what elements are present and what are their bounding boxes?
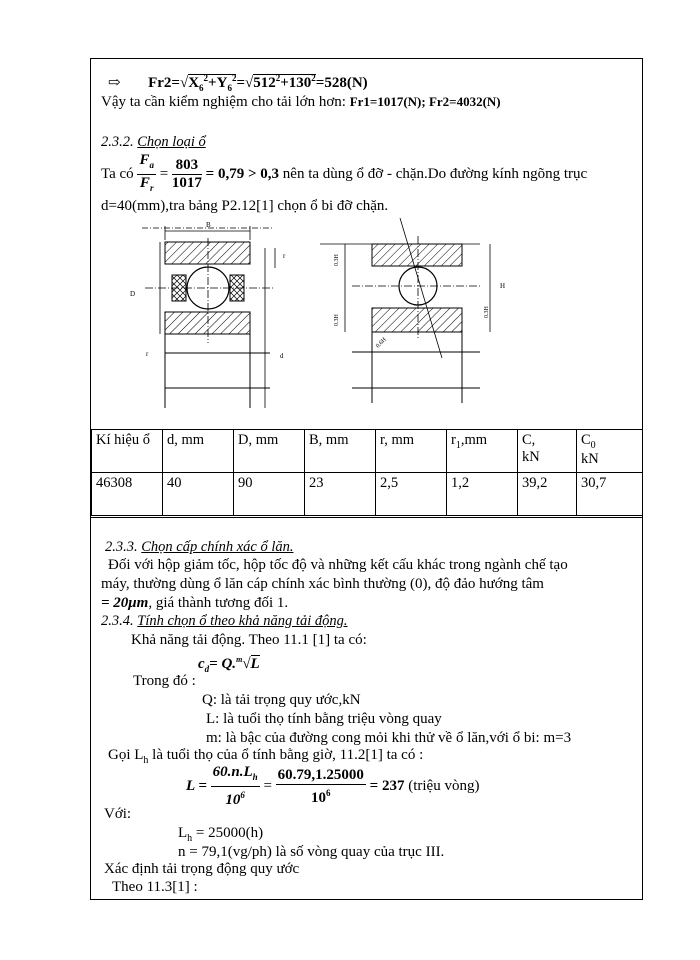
t1-label: 0.3H xyxy=(334,254,340,266)
n-value: n = 79,1(vg/ph) là số vòng quay của trục III. xyxy=(178,844,445,860)
t3-label: 0.3H xyxy=(484,306,490,318)
header-code: Kí hiệu ổ xyxy=(92,430,163,473)
header-D: D, mm xyxy=(234,430,305,473)
accuracy-p1: Đối với hộp giảm tốc, hộp tốc độ và những kết cấu khác trong ngành chế tạo xyxy=(108,557,568,573)
cd-formula: $c_d= Q.^m√L$ xyxy=(198,655,260,674)
life-equation: L = $\frac{60.n.L_h}{10^6}$ = $\frac{60.79,1.25000}{10^6}$ = 237 (triệu vòng) xyxy=(186,764,480,808)
ratio-line: Ta có $\frac{F_a}{F_r}$ = $\frac{803}{1017}$ = 0,79 > 0,3 nên ta dùng ổ đỡ - chặn.Do đường kính ngõng trục xyxy=(101,152,587,197)
heading-2-3-2: 2.3.2. Chọn loại ổ xyxy=(101,134,206,150)
bearing-drawings xyxy=(90,218,650,418)
r1-label: r xyxy=(283,252,286,260)
heading-2-3-3: 2.3.3. Chọn cấp chính xác ổ lăn. xyxy=(105,539,294,555)
header-d: d, mm xyxy=(163,430,234,473)
d-label: d xyxy=(280,352,284,360)
heading-2-3-4: 2.3.4. Tính chọn ổ theo khả năng tải động. xyxy=(101,613,348,629)
fa-fr-fraction: $\frac{F_a}{F_r}$ xyxy=(139,152,154,193)
header-B: B, mm xyxy=(305,430,376,473)
bearing-spec-table xyxy=(91,429,643,516)
accuracy-p3: = 20μm, giá thành tương đối 1. xyxy=(101,595,289,611)
arrow-icon: ⇨ xyxy=(108,75,121,91)
where-line: Trong đó : xyxy=(133,673,196,689)
table-bottom-rule xyxy=(90,517,643,518)
D-label: D xyxy=(130,290,136,298)
header-C0: $C_0$ kN xyxy=(577,430,643,473)
value-fraction: $\frac{803}{1017}$ xyxy=(171,157,202,191)
table-header-row xyxy=(92,430,643,473)
bearing-choice-line: d=40(mm),tra bảng P2.12[1] chọn ổ bi đỡ chặn. xyxy=(101,198,389,214)
l-def: L: là tuổi thọ tính bằng triệu vòng quay xyxy=(206,711,442,727)
B-label: B xyxy=(206,221,211,229)
formula-fr2-line: ⇨ $Fr2=√X_6^2+Y_6^2=√512^2+130^2=528(N)$ xyxy=(108,73,368,93)
q-def: Q: là tải trọng quy ước,kN xyxy=(202,692,361,708)
r-label: r xyxy=(146,350,149,358)
with-line: Với: xyxy=(104,806,132,822)
t2-label: 0.3H xyxy=(334,314,340,326)
m-def: m: là bậc của đường cong mỏi khi thử về ổ lăn,với ổ bi: m=3 xyxy=(206,730,572,746)
header-r1: $r_1,mm$ xyxy=(447,430,518,473)
dynamic-load-line: Khả năng tải động. Theo 11.1 [1] ta có: xyxy=(131,632,367,648)
angle-label: 0.6H xyxy=(375,336,388,350)
left-bearing-drawing xyxy=(130,221,286,408)
header-r: r, mm xyxy=(376,430,447,473)
ref-11-3: Theo 11.3[1] : xyxy=(112,879,198,895)
header-C: C, kN xyxy=(518,430,577,473)
right-bearing-drawing xyxy=(320,218,505,403)
equivalent-load-line: Xác định tải trọng động quy ước xyxy=(104,861,300,877)
H-label: H xyxy=(500,282,506,290)
check-load-line: Vậy ta cần kiểm nghiệm cho tải lớn hơn: Fr1=1017(N); Fr2=4032(N) xyxy=(101,94,501,110)
accuracy-p2: máy, thường dùng ổ lăn cáp chính xác bình thường (0), độ đảo hướng tâm xyxy=(101,576,544,592)
lh-intro: Gọi $L_h$ là tuổi thọ của ổ tính bằng giờ, 11.2[1] ta có : xyxy=(108,747,424,766)
fr2-label: Fr2= xyxy=(148,75,180,91)
lh-value: $L_h = 25000(h)$ xyxy=(178,825,264,844)
table-row: 46308 40 90 23 2,5 1,2 39,2 30,7 xyxy=(92,473,643,516)
